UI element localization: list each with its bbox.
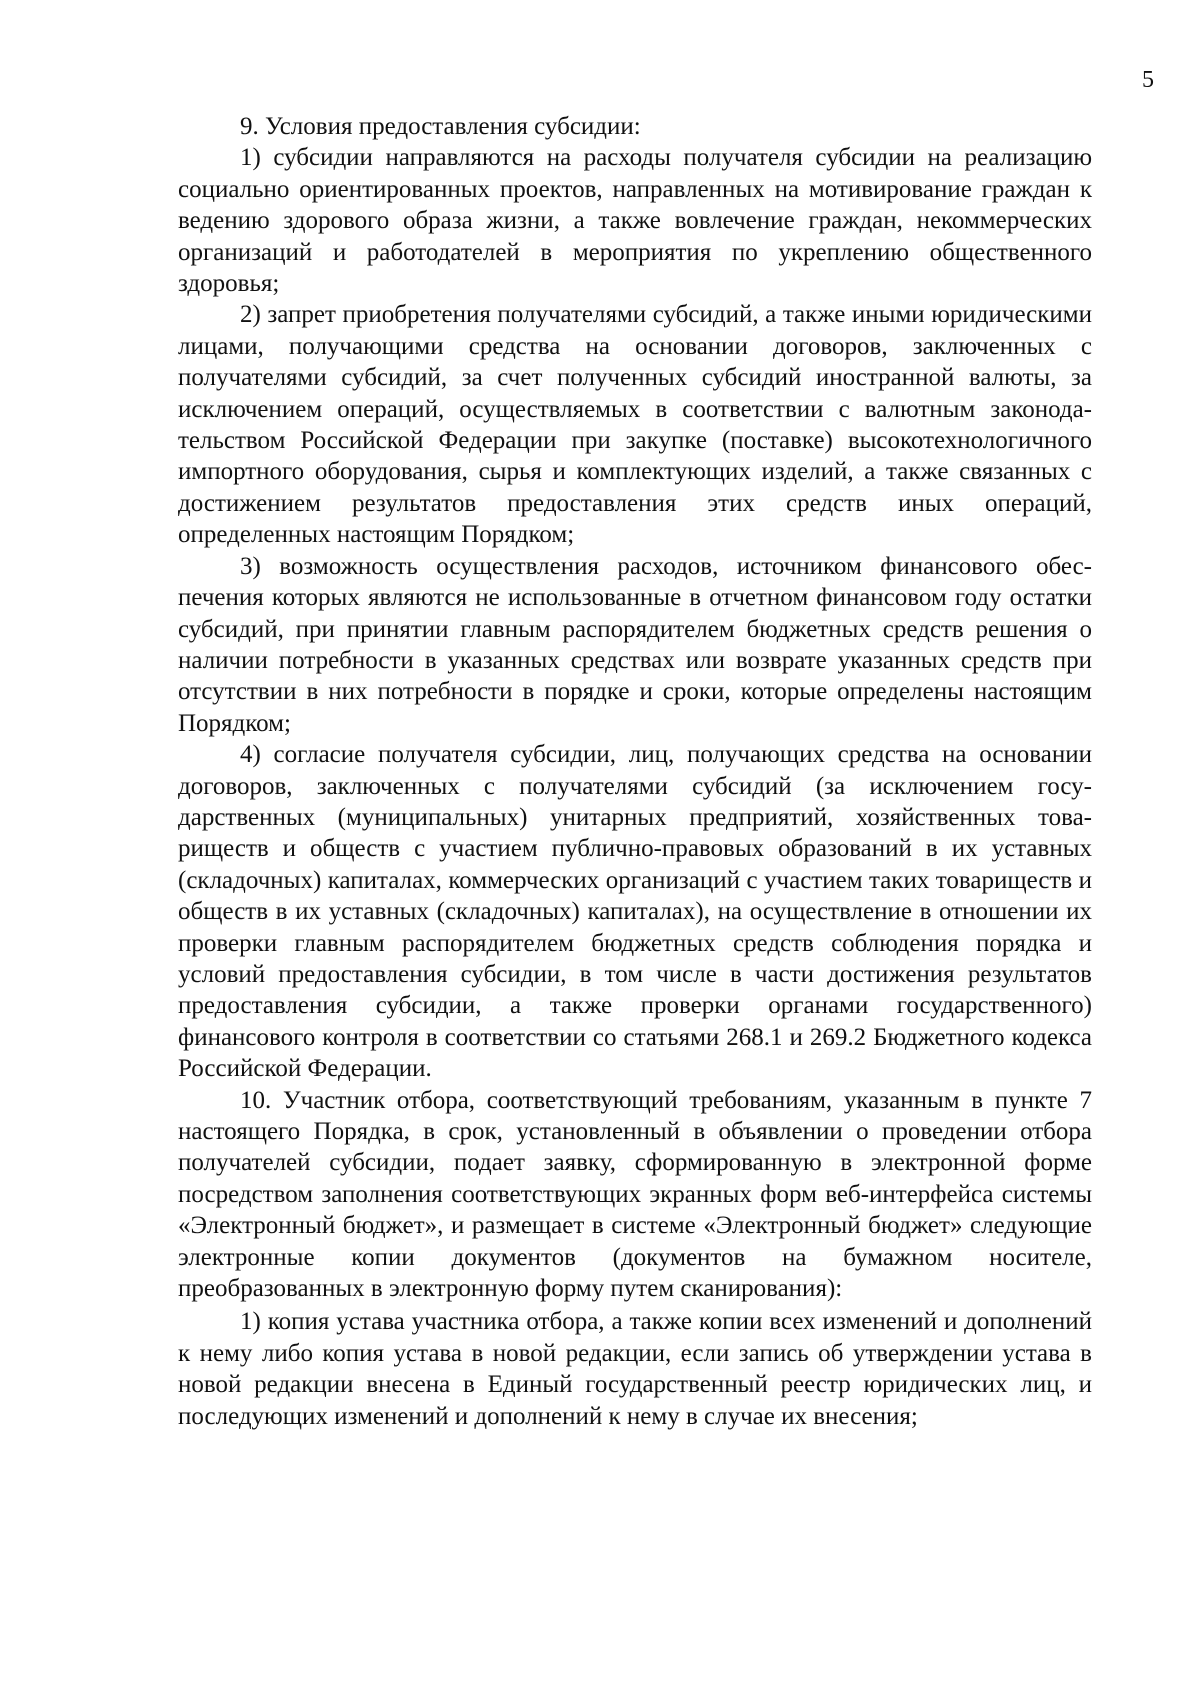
paragraph-9-item-3: 3) возможность осуществления расходов, источником финансового обеспечения которых являются не использованные в отчетном финансовом году остатки субсидий, при принятии главным распорядителем бюджетных средств решения о наличии потребности в указанных средствах или возврате указанных средств при отсутствии в них потребности в порядке и сроки, которые определены настоящим Порядком; [178, 552, 1092, 737]
paragraph-9-heading: 9. Условия предоставления субсидии: [240, 113, 641, 140]
paragraph-9-item-2: 2) запрет приобретения получателями субсидий, а также иными юридическими лицами, получающими средства на основании договоров, заключенных с получателями субсидий, за счет полученных субсидий иностранной валюты, за исключением операций, осуществляемых в соответствии с валютным законодательством Российской Федерации при закупке (поставке) высокотехнологичного импортного оборудования, сырья и комплектующих изделий, а также связанных с достижением результатов предоставления этих средств иных операций, определенных настоящим Порядком; [178, 301, 1092, 549]
document-body [178, 111, 1092, 1432]
paragraph-9-item-1: 1) субсидии направляются на расходы получателя субсидии на реализацию социально ориентированных проектов, направленных на мотивирование граждан к ведению здорового образа жизни, а также вовлечение граждан, некоммерческих организаций и работодателей в мероприятия по укреплению общественного здоровья; [178, 144, 1092, 298]
paragraph-10: 10. Участник отбора, соответствующий требованиям, указанным в пункте 7 настоящего Порядка, в срок, установленный в объявлении о проведении отбора получателей субсидии, подает заявку, сформированную в электронной форме посредством заполнения соответствующих экранных форм веб-интерфейса системы «Электронный бюджет», и размещает в системе «Электронный бюджет» следующие электронные копии документов (документов на бумажном носителе, преобразованных в электронную форму путем сканирования): [178, 1086, 1092, 1303]
page-number: 5 [1142, 67, 1154, 93]
paragraph-9-item-4: 4) согласие получателя субсидии, лиц, получающих средства на основании договоров, заключенных с получателями субсидий (за исключением государственных (муниципальных) унитарных предприятий, хозяйственных товариществ и обществ с участием публично-правовых образований в их уставных (складочных) капиталах, коммерческих организаций с участием таких товариществ и обществ в их уставных (складочных) капиталах), на осуществление в отношении их проверки главным распорядителем бюджетных средств соблюдения порядка и условий предоставления субсидии, в том числе в части достижения результатов предоставления субсидии, а также проверки органами государственного) финансового контроля в соответствии со статьями 268.1 и 269.2 Бюджетного кодекса Российской Федерации. [178, 741, 1092, 1083]
paragraph-10-item-1: 1) копия устава участника отбора, а также копии всех изменений и дополнений к нему либо копия устава в новой редакции, если запись об утверждении устава в новой редакции внесена в Единый государственный реестр юридических лиц, и последующих изменений и дополнений к нему в случае их внесения; [178, 1308, 1092, 1430]
